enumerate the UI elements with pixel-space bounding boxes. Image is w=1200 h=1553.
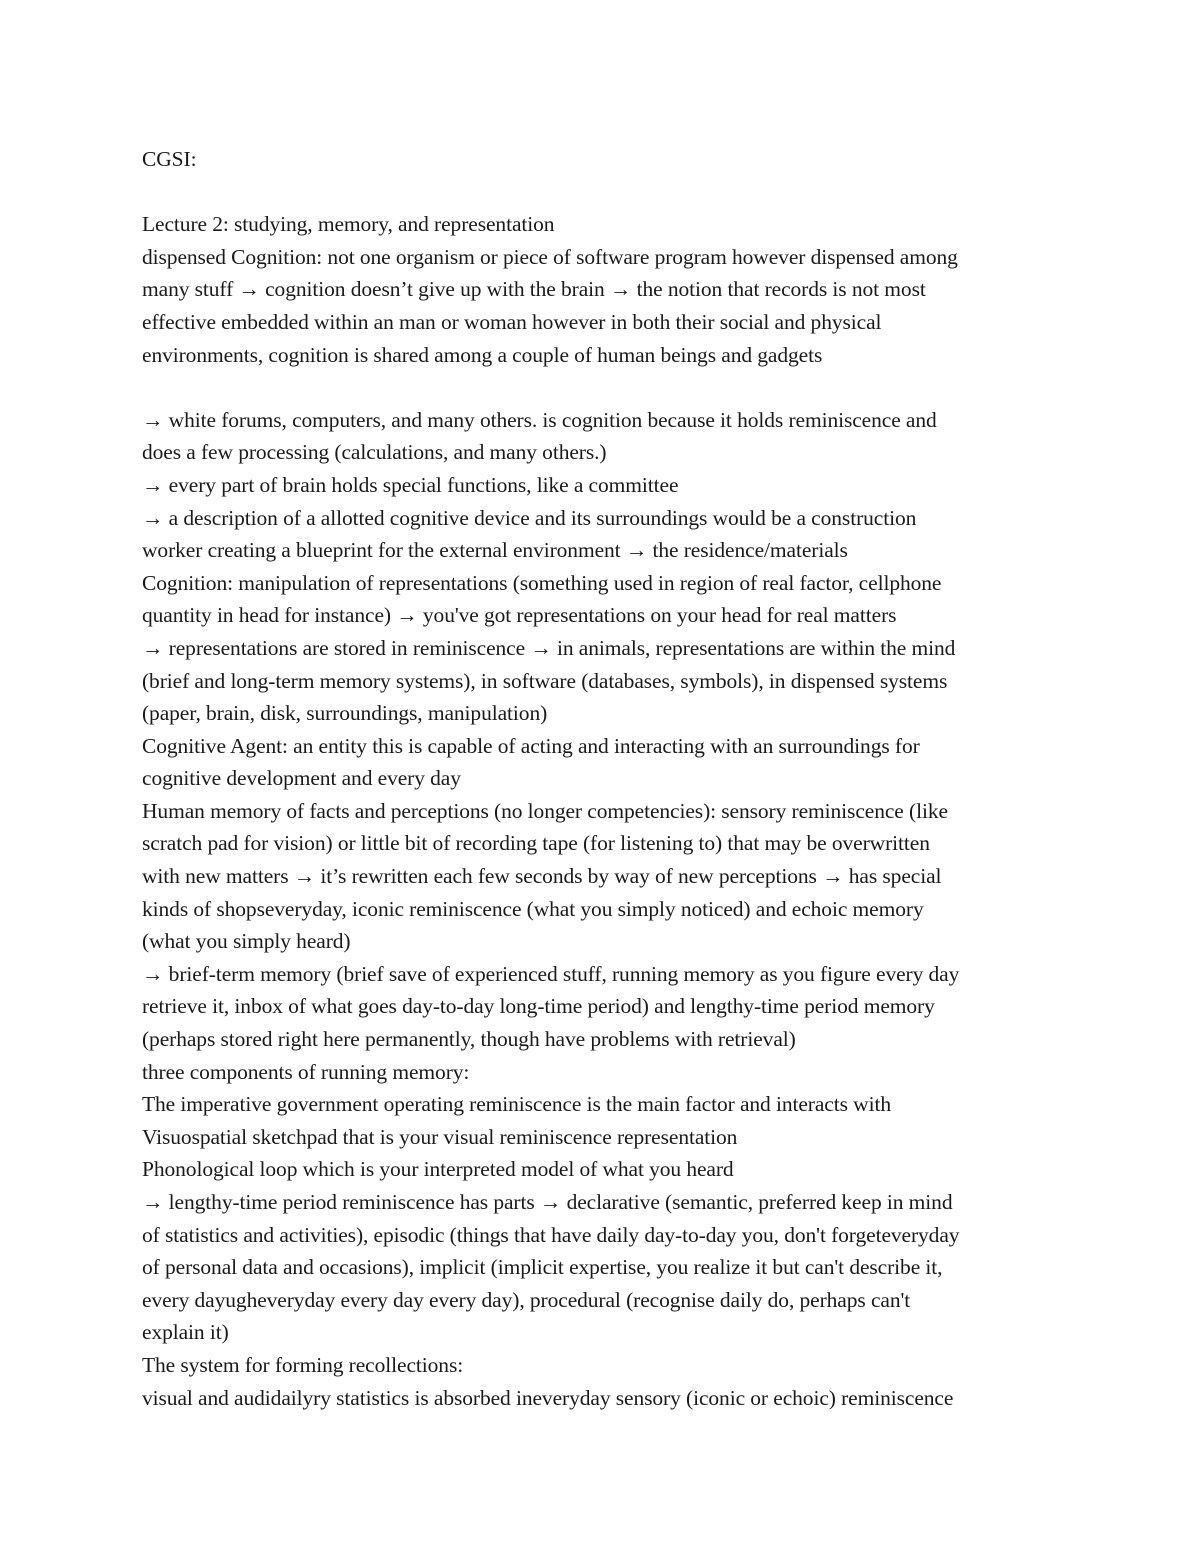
blank-line (142, 176, 1072, 209)
text-line: every dayugheveryday every day every day), procedural (recognise daily do, perhaps can't (142, 1287, 911, 1312)
text-line: with new matters → it’s rewritten each few seconds by way of new perceptions → has special (142, 864, 942, 889)
text-line: environments, cognition is shared among a couple of human beings and gadgets (142, 342, 823, 367)
text-line: retrieve it, inbox of what goes day-to-day long-time period) and lengthy-time period memory (142, 994, 935, 1019)
text-line: Phonological loop which is your interpreted model of what you heard (142, 1157, 734, 1182)
text-line: → representations are stored in reminiscence → in animals, representations are within the mind (142, 635, 956, 660)
text-line: (what you simply heard) (142, 929, 351, 954)
text-line: does a few processing (calculations, and many others.) (142, 440, 607, 465)
document-title: CGSI: (142, 147, 197, 171)
text-line: effective embedded within an man or woman however in both their social and physical (142, 309, 882, 334)
text-line: (paper, brain, disk, surroundings, manipulation) (142, 701, 548, 726)
text-line: of statistics and activities), episodic (things that have daily day-to-day you, don't forgeteveryday (142, 1222, 960, 1247)
text-line: Cognitive Agent: an entity this is capable of acting and interacting with an surroundings for (142, 733, 920, 758)
text-line: → brief-term memory (brief save of experienced stuff, running memory as you figure every day (142, 961, 960, 986)
blank-line (142, 371, 1072, 404)
text-line: The system for forming recollections: (142, 1352, 464, 1377)
text-line: (brief and long-term memory systems), in software (databases, symbols), in dispensed systems (142, 668, 948, 693)
text-line: → a description of a allotted cognitive device and its surroundings would be a construction (142, 505, 917, 530)
text-line: Visuospatial sketchpad that is your visual reminiscence representation (142, 1124, 738, 1149)
text-line: worker creating a blueprint for the external environment → the residence/materials (142, 538, 848, 563)
text-line: dispensed Cognition: not one organism or piece of software program however dispensed among (142, 244, 958, 269)
text-line: → white forums, computers, and many others. is cognition because it holds reminiscence and (142, 407, 937, 432)
text-line: many stuff → cognition doesn’t give up with the brain → the notion that records is not most (142, 277, 926, 302)
text-line: The imperative government operating reminiscence is the main factor and interacts with (142, 1092, 891, 1117)
text-line: (perhaps stored right here permanently, though have problems with retrieval) (142, 1027, 796, 1052)
text-line: Cognition: manipulation of representations (something used in region of real factor, cellphone (142, 570, 942, 595)
text-line: three components of running memory: (142, 1059, 470, 1084)
text-line: → every part of brain holds special functions, like a committee (142, 472, 679, 497)
lecture-heading: Lecture 2: studying, memory, and representation (142, 212, 555, 237)
text-line: explain it) (142, 1320, 229, 1345)
text-line: kinds of shopseveryday, iconic reminiscence (what you simply noticed) and echoic memory (142, 896, 924, 921)
text-line: → lengthy-time period reminiscence has parts → declarative (semantic, preferred keep in mind (142, 1190, 953, 1214)
text-line: scratch pad for vision) or little bit of recording tape (for listening to) that may be overwritten (142, 831, 930, 856)
document-body (142, 143, 1072, 1414)
text-line: cognitive development and every day (142, 766, 461, 791)
text-line: quantity in head for instance) → you've got representations on your head for real matters (142, 603, 897, 628)
text-line: of personal data and occasions), implicit (implicit expertise, you realize it but can't describe it, (142, 1255, 943, 1280)
text-line: visual and audidailyry statistics is absorbed ineveryday sensory (iconic or echoic) reminiscence (142, 1385, 954, 1410)
text-line: Human memory of facts and perceptions (no longer competencies): sensory reminiscence (like (142, 798, 948, 823)
